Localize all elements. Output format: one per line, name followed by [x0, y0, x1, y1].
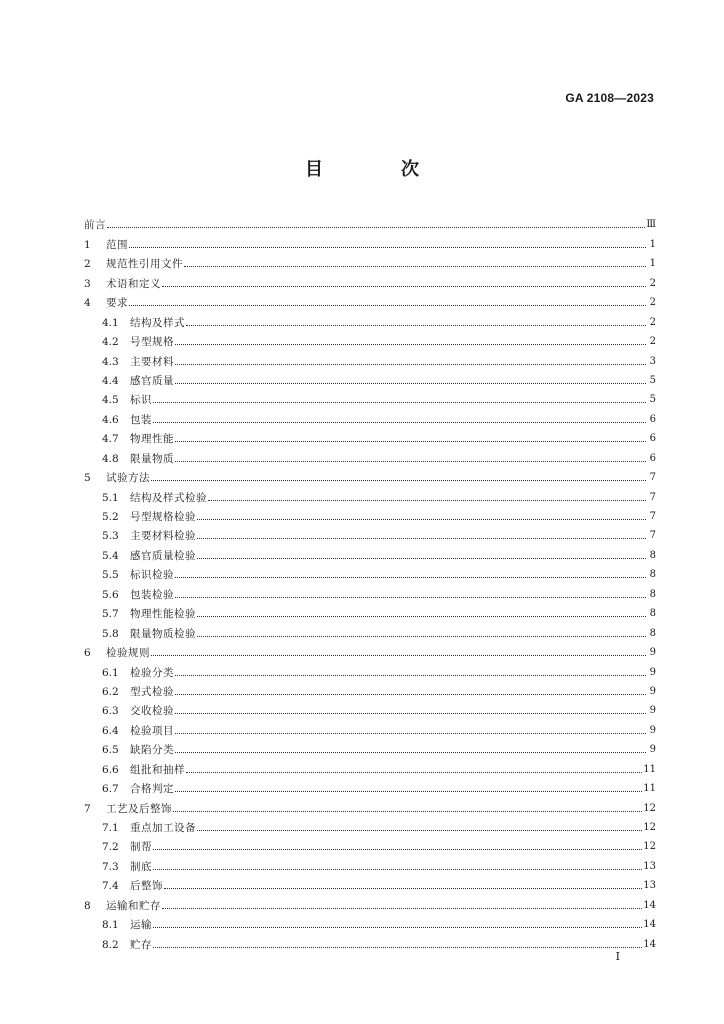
toc-entry-number: 6.1 — [102, 666, 119, 679]
toc-entry[interactable] — [84, 465, 656, 484]
toc-entry[interactable] — [84, 659, 656, 678]
toc-entry-page: 11 — [643, 783, 656, 795]
toc-entry-number: 4.6 — [102, 413, 119, 426]
toc-entry-number: 5.5 — [102, 569, 119, 582]
toc-entry-label: 号型规格检验 — [130, 511, 196, 523]
toc-entry[interactable] — [84, 212, 656, 231]
toc-entry-number: 5.2 — [102, 511, 119, 523]
toc-entry-number: 4.1 — [102, 316, 119, 329]
dot-leader — [186, 325, 646, 326]
toc-entry[interactable] — [84, 912, 656, 931]
dot-leader — [175, 461, 646, 462]
toc-entry-label: 合格判定 — [130, 783, 174, 796]
toc-entry-label: 标识 — [130, 394, 152, 407]
toc-entry-label: 制帮 — [130, 841, 152, 854]
toc-entry[interactable] — [84, 523, 656, 542]
toc-entry[interactable] — [84, 348, 656, 367]
toc-entry-label: 检验分类 — [130, 666, 174, 679]
toc-entry-page: 2 — [649, 336, 656, 348]
toc-entry[interactable] — [84, 581, 656, 600]
toc-entry-number: 6.5 — [102, 744, 119, 757]
toc-entry-number: 7.1 — [102, 822, 119, 834]
toc-entry-label: 结构及样式检验 — [130, 491, 207, 504]
toc-entry-label: 重点加工设备 — [130, 822, 196, 834]
toc-entry-label: 交收检验 — [130, 705, 174, 718]
toc-entry[interactable] — [84, 368, 656, 387]
toc-entry-number: 5.7 — [102, 608, 119, 621]
toc-entry-page: 8 — [649, 627, 656, 639]
toc-entry-label: 感官质量检验 — [130, 549, 196, 562]
toc-entry-number: 5.1 — [102, 491, 119, 504]
toc-entry-page: 12 — [643, 822, 656, 833]
toc-entry-label: 组批和抽样 — [130, 763, 185, 776]
toc-entry-label: 结构及样式 — [130, 316, 185, 329]
dot-leader — [153, 422, 646, 423]
toc-entry-label: 运输 — [130, 919, 152, 932]
toc-entry-label: 感官质量 — [130, 374, 174, 387]
toc-entry[interactable] — [84, 484, 656, 503]
toc-entry-number: 6.6 — [102, 763, 119, 776]
toc-entry-page: 9 — [649, 685, 656, 697]
toc-entry-page: 1 — [649, 238, 656, 250]
toc-entry[interactable] — [84, 290, 656, 309]
toc-entry-number: 4.7 — [102, 433, 119, 446]
toc-title: 目 次 — [305, 159, 449, 180]
toc-entry-label: 运输和贮存 — [106, 899, 161, 912]
toc-entry-number: 8.2 — [102, 938, 119, 951]
toc-entry[interactable] — [84, 504, 656, 523]
toc-entry[interactable] — [84, 251, 656, 270]
dot-leader — [153, 402, 646, 403]
toc-entry-number: 5 — [84, 472, 91, 485]
toc-entry-number: 6.4 — [102, 724, 119, 737]
dot-leader — [153, 927, 642, 928]
toc-entry[interactable] — [84, 679, 656, 698]
dot-leader — [175, 791, 642, 792]
toc-entry-label: 规范性引用文件 — [106, 258, 183, 271]
toc-entry[interactable] — [84, 815, 656, 834]
toc-entry-number: 5.8 — [102, 627, 119, 640]
toc-entry-number: 4.8 — [102, 452, 119, 465]
toc-entry-page: 3 — [649, 355, 656, 367]
toc-entry[interactable] — [84, 756, 656, 775]
toc-entry-page: 5 — [649, 374, 656, 386]
toc-entry-page: 9 — [649, 744, 656, 756]
toc-entry[interactable] — [84, 873, 656, 892]
toc-entry[interactable] — [84, 620, 656, 639]
dot-leader — [129, 247, 646, 248]
dot-leader — [197, 616, 646, 617]
toc-entry[interactable] — [84, 776, 656, 795]
toc-entry-page: 7 — [649, 472, 656, 484]
toc-entry[interactable] — [84, 387, 656, 406]
toc-entry-page: 9 — [649, 705, 656, 717]
toc-entry-number: 8 — [84, 899, 91, 912]
toc-entry-label: 主要材料 — [130, 355, 174, 368]
toc-entry-number: 4.5 — [102, 394, 119, 407]
toc-entry-page: 7 — [649, 491, 656, 503]
toc-entry-page: 9 — [649, 647, 656, 659]
toc-entry[interactable] — [84, 834, 656, 853]
dot-leader — [175, 694, 646, 695]
toc-entry-label: 限量物质检验 — [130, 627, 196, 640]
toc-entry-label: 范围 — [106, 238, 128, 251]
dot-leader — [153, 849, 642, 850]
toc-entry-page: Ⅲ — [646, 219, 656, 231]
toc-entry[interactable] — [84, 640, 656, 659]
toc-entry-number: 7.4 — [102, 880, 119, 893]
dot-leader — [197, 519, 646, 520]
dot-leader — [208, 500, 646, 501]
toc-entry-number: 7.3 — [102, 860, 119, 873]
toc-entry-page: 6 — [649, 413, 656, 425]
toc-entry-number: 4 — [84, 297, 91, 310]
toc-entry-number: 4.3 — [102, 355, 119, 368]
dot-leader — [197, 558, 646, 559]
dot-leader — [164, 888, 642, 889]
toc-entry[interactable] — [84, 931, 656, 950]
toc-entry[interactable] — [84, 698, 656, 717]
toc-entry-number: 4.2 — [102, 336, 119, 349]
toc-entry-page: 2 — [649, 316, 656, 328]
toc-entry[interactable] — [84, 737, 656, 756]
dot-leader — [175, 383, 646, 384]
toc-entry-page: 7 — [649, 511, 656, 522]
toc-entry-label: 包装 — [130, 413, 152, 426]
toc-entry[interactable] — [84, 329, 656, 348]
dot-leader — [186, 772, 642, 773]
dot-leader — [175, 713, 646, 714]
dot-leader — [162, 286, 646, 287]
toc-entry-label: 要求 — [106, 297, 128, 310]
toc-entry-page: 2 — [649, 297, 656, 309]
dot-leader — [175, 364, 646, 365]
toc-entry[interactable] — [84, 445, 656, 464]
toc-entry-page: 8 — [649, 588, 656, 600]
toc-entry-label: 缺陷分类 — [130, 744, 174, 757]
table-of-contents — [84, 212, 656, 951]
toc-entry-label: 物理性能检验 — [130, 608, 196, 621]
dot-leader — [197, 538, 646, 539]
toc-entry[interactable] — [84, 542, 656, 561]
toc-entry-label: 限量物质 — [130, 452, 174, 465]
toc-entry-page: 13 — [643, 860, 656, 872]
toc-entry-label: 号型规格 — [130, 336, 174, 349]
toc-entry-page: 14 — [643, 938, 656, 950]
dot-leader — [107, 227, 645, 228]
toc-entry[interactable] — [84, 601, 656, 620]
toc-entry-label: 检验规则 — [106, 647, 150, 660]
dot-leader — [153, 947, 642, 948]
toc-entry-page: 6 — [649, 452, 656, 464]
dot-leader — [153, 869, 642, 870]
page-number: I — [615, 950, 620, 963]
toc-entry-label: 物理性能 — [130, 433, 174, 446]
dot-leader — [184, 266, 646, 267]
toc-entry-number: 2 — [84, 258, 91, 271]
dot-leader — [175, 733, 646, 734]
dot-leader — [175, 441, 646, 442]
toc-entry-number: 6 — [84, 647, 91, 660]
toc-entry-page: 1 — [649, 258, 656, 270]
toc-entry-page: 5 — [649, 394, 656, 406]
toc-entry-label: 试验方法 — [106, 472, 150, 485]
dot-leader — [197, 636, 646, 637]
toc-entry-number: 5.3 — [102, 530, 119, 543]
toc-entry-label: 检验项目 — [130, 724, 174, 737]
toc-entry-page: 14 — [643, 919, 656, 931]
toc-entry[interactable] — [84, 406, 656, 425]
dot-leader — [197, 830, 642, 831]
toc-entry[interactable] — [84, 231, 656, 250]
toc-entry-number: 6.2 — [102, 685, 119, 698]
toc-entry-label: 包装检验 — [130, 588, 174, 601]
toc-entry-number: 7 — [84, 802, 91, 815]
toc-entry[interactable] — [84, 717, 656, 736]
toc-entry-label: 主要材料检验 — [130, 530, 196, 543]
toc-entry[interactable] — [84, 270, 656, 289]
toc-entry[interactable] — [84, 426, 656, 445]
toc-entry-page: 13 — [643, 880, 656, 892]
dot-leader — [175, 752, 646, 753]
toc-entry-page: 9 — [649, 666, 656, 678]
toc-entry-number: 1 — [84, 238, 91, 251]
toc-entry-number: 5.4 — [102, 549, 119, 562]
dot-leader — [151, 655, 646, 656]
toc-entry[interactable] — [84, 892, 656, 911]
dot-leader — [151, 480, 646, 481]
toc-entry-label: 前言 — [84, 219, 106, 232]
toc-entry-label: 后整饰 — [130, 880, 163, 893]
dot-leader — [175, 675, 646, 676]
toc-entry[interactable] — [84, 853, 656, 872]
toc-entry-number: 6.3 — [102, 705, 119, 718]
toc-entry-number: 5.6 — [102, 588, 119, 601]
dot-leader — [175, 577, 646, 578]
toc-entry-label: 标识检验 — [130, 569, 174, 582]
toc-entry[interactable] — [84, 795, 656, 814]
toc-entry-label: 工艺及后整饰 — [106, 802, 172, 815]
toc-entry-page: 8 — [649, 608, 656, 620]
dot-leader — [175, 344, 646, 345]
toc-entry-number: 6.7 — [102, 783, 119, 796]
toc-entry-label: 型式检验 — [130, 685, 174, 698]
toc-entry-page: 12 — [643, 841, 656, 853]
toc-entry[interactable] — [84, 562, 656, 581]
dot-leader — [162, 908, 642, 909]
toc-entry-page: 7 — [649, 530, 656, 542]
document-code: GA 2108—2023 — [565, 91, 654, 105]
toc-entry-page: 8 — [649, 549, 656, 561]
toc-entry-page: 6 — [649, 433, 656, 445]
dot-leader — [129, 305, 646, 306]
toc-entry-label: 制底 — [130, 860, 152, 873]
toc-entry-number: 8.1 — [102, 919, 119, 932]
toc-entry-label: 贮存 — [130, 938, 152, 951]
toc-entry-label: 术语和定义 — [106, 277, 161, 290]
dot-leader — [173, 811, 642, 812]
toc-entry-number: 7.2 — [102, 841, 119, 854]
toc-entry-number: 3 — [84, 277, 91, 290]
toc-entry-page: 11 — [643, 763, 656, 775]
toc-entry-page: 9 — [649, 724, 656, 736]
toc-entry-page: 8 — [649, 569, 656, 581]
dot-leader — [175, 597, 646, 598]
toc-entry-page: 2 — [649, 277, 656, 289]
toc-entry[interactable] — [84, 309, 656, 328]
toc-entry-number: 4.4 — [102, 374, 119, 387]
toc-entry-page: 14 — [643, 899, 656, 911]
toc-entry-page: 12 — [643, 802, 656, 814]
